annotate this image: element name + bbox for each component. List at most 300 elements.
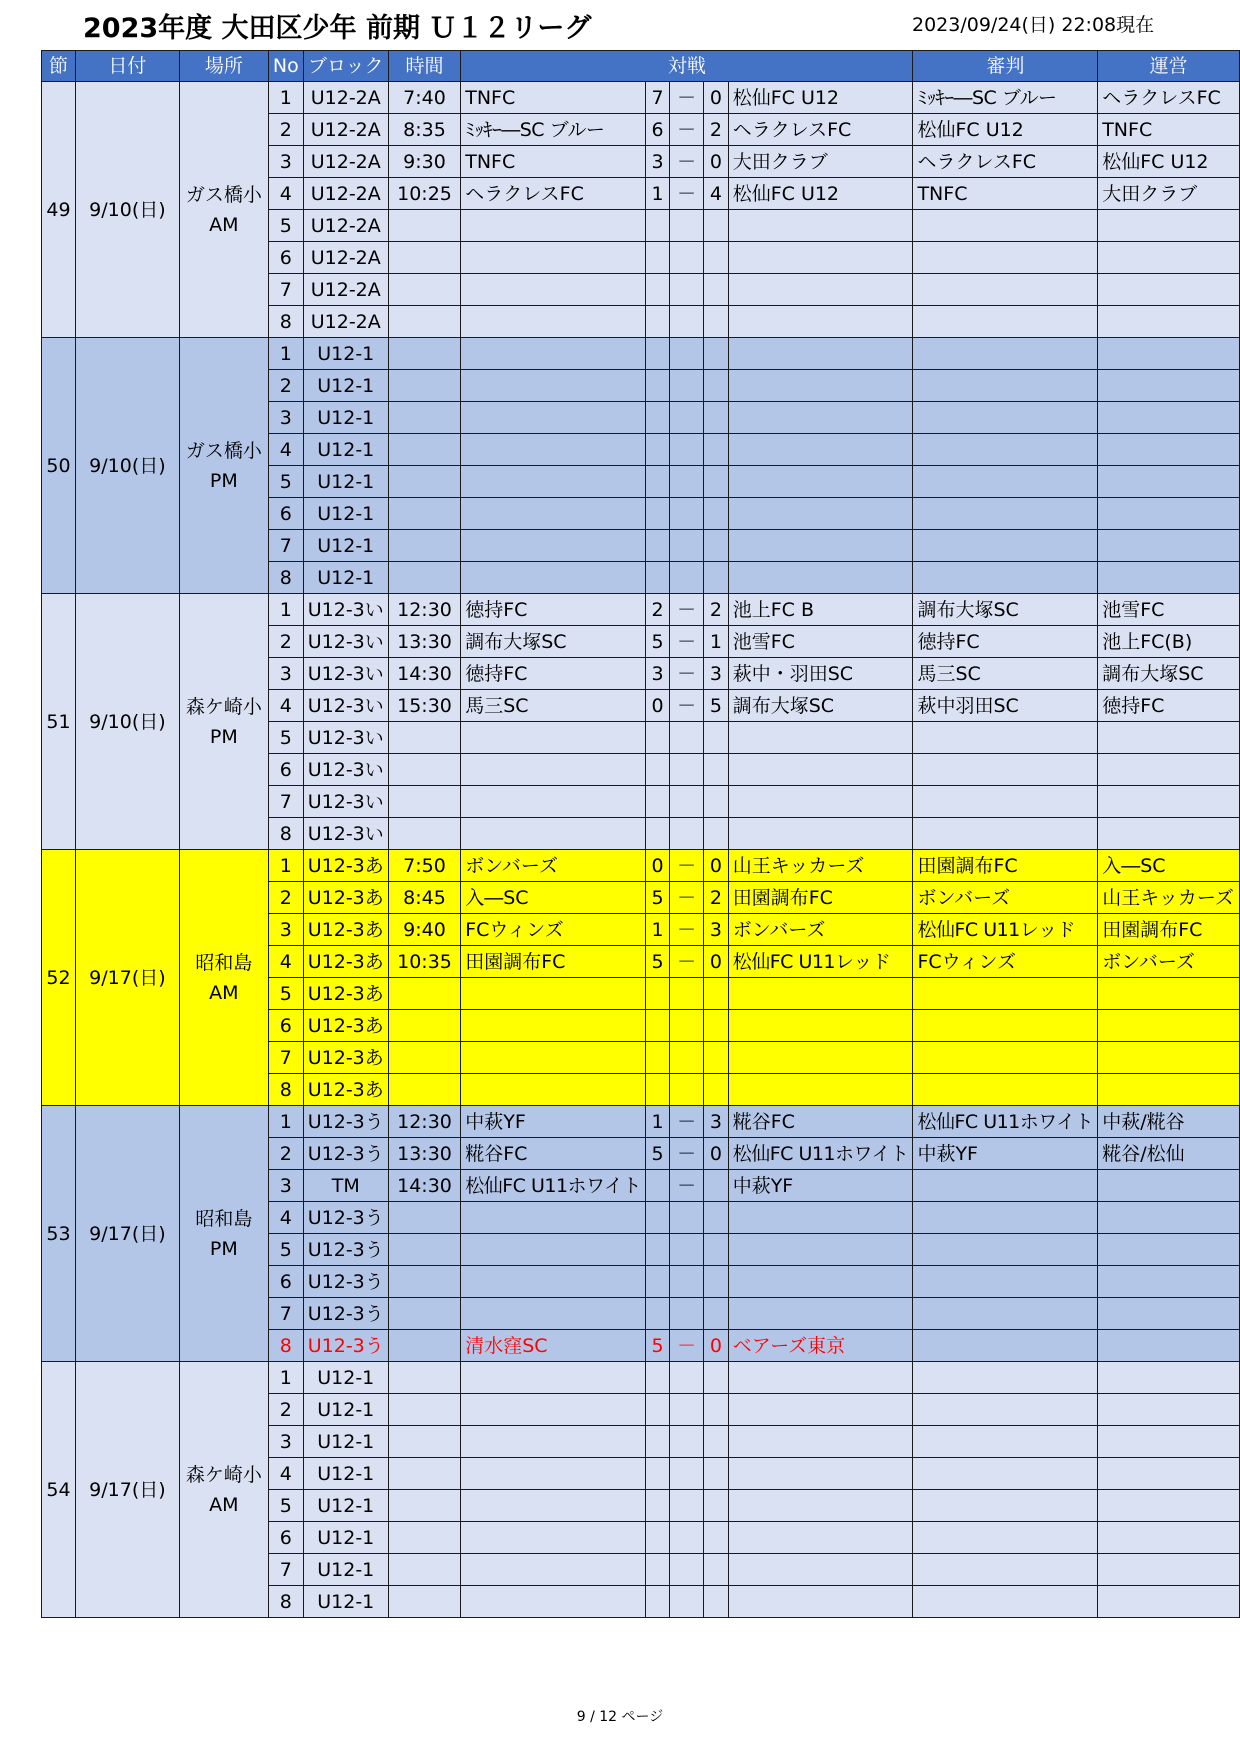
header-date: 日付 (76, 51, 180, 82)
block-cell: U12-1 (303, 1522, 388, 1554)
away-score-cell: 0 (704, 82, 729, 114)
match-no: 7 (268, 274, 303, 306)
referee-cell: ボンバーズ (913, 882, 1098, 914)
header-block: ブロック (303, 51, 388, 82)
management-cell (1098, 466, 1240, 498)
home-team-cell (461, 1458, 646, 1490)
referee-cell (913, 978, 1098, 1010)
away-team-cell (728, 530, 913, 562)
score-dash-cell (670, 1554, 704, 1586)
score-dash-cell (670, 1074, 704, 1106)
page-title: 2023年度 大田区少年 前期 Ｕ１２リーグ (83, 13, 592, 44)
away-score-cell: 3 (704, 1106, 729, 1138)
time-cell (388, 466, 460, 498)
referee-cell (913, 1426, 1098, 1458)
referee-cell (913, 338, 1098, 370)
header-time: 時間 (388, 51, 460, 82)
home-score-cell (645, 1042, 669, 1074)
home-score-cell: 0 (645, 850, 669, 882)
away-score-cell: 0 (704, 946, 729, 978)
away-team-cell (728, 402, 913, 434)
home-score-cell (645, 1234, 669, 1266)
management-cell: 池上FC(B) (1098, 626, 1240, 658)
referee-cell (913, 1202, 1098, 1234)
block-cell: U12-3い (303, 626, 388, 658)
block-cell: U12-3い (303, 658, 388, 690)
management-cell (1098, 818, 1240, 850)
management-cell: 大田クラブ (1098, 178, 1240, 210)
block-cell: U12-1 (303, 1490, 388, 1522)
management-cell (1098, 1554, 1240, 1586)
score-dash-cell: － (670, 946, 704, 978)
away-score-cell (704, 1202, 729, 1234)
round-date: 9/17(日) (76, 1106, 180, 1362)
home-score-cell (645, 978, 669, 1010)
place-name: 森ケ崎小 (185, 1463, 262, 1486)
score-dash-cell (670, 1202, 704, 1234)
header-row (42, 51, 1240, 82)
block-cell: U12-3あ (303, 978, 388, 1010)
round-place (179, 1106, 268, 1362)
referee-cell: 馬三SC (913, 658, 1098, 690)
match-no: 8 (268, 306, 303, 338)
time-cell: 10:25 (388, 178, 460, 210)
referee-cell: 徳持FC (913, 626, 1098, 658)
place-session: PM (209, 1237, 238, 1260)
away-team-cell: 山王キッカーズ (728, 850, 913, 882)
home-team-cell (461, 1010, 646, 1042)
block-cell: TM (303, 1170, 388, 1202)
score-dash-cell (670, 722, 704, 754)
match-no: 3 (268, 1170, 303, 1202)
away-score-cell (704, 1298, 729, 1330)
away-team-cell (728, 1490, 913, 1522)
management-cell (1098, 338, 1240, 370)
round-date: 9/17(日) (76, 850, 180, 1106)
away-score-cell: 1 (704, 626, 729, 658)
home-team-cell (461, 1042, 646, 1074)
home-score-cell (645, 1170, 669, 1202)
away-team-cell: 大田クラブ (728, 146, 913, 178)
management-cell (1098, 434, 1240, 466)
match-no: 3 (268, 146, 303, 178)
match-no: 5 (268, 210, 303, 242)
away-team-cell (728, 1234, 913, 1266)
management-cell (1098, 1042, 1240, 1074)
score-dash-cell (670, 274, 704, 306)
match-no: 4 (268, 1202, 303, 1234)
away-score-cell (704, 1522, 729, 1554)
block-cell: U12-2A (303, 210, 388, 242)
score-dash-cell: － (670, 882, 704, 914)
match-no: 3 (268, 658, 303, 690)
away-team-cell (728, 754, 913, 786)
match-no: 8 (268, 1330, 303, 1362)
away-team-cell (728, 498, 913, 530)
time-cell (388, 1426, 460, 1458)
home-score-cell (645, 210, 669, 242)
score-dash-cell (670, 1362, 704, 1394)
block-cell: U12-3う (303, 1234, 388, 1266)
home-team-cell: TNFC (461, 146, 646, 178)
referee-cell: 中萩YF (913, 1138, 1098, 1170)
block-cell: U12-3あ (303, 850, 388, 882)
referee-cell (913, 1490, 1098, 1522)
table-row (42, 594, 1240, 626)
home-score-cell: 1 (645, 914, 669, 946)
away-team-cell (728, 1202, 913, 1234)
home-team-cell (461, 242, 646, 274)
time-cell (388, 274, 460, 306)
home-score-cell: 0 (645, 690, 669, 722)
score-dash-cell (670, 562, 704, 594)
home-score-cell: 5 (645, 1138, 669, 1170)
referee-cell (913, 1234, 1098, 1266)
referee-cell (913, 306, 1098, 338)
home-score-cell: 1 (645, 1106, 669, 1138)
round-date: 9/10(日) (76, 338, 180, 594)
management-cell (1098, 722, 1240, 754)
block-cell: U12-3あ (303, 1042, 388, 1074)
management-cell (1098, 1298, 1240, 1330)
score-dash-cell (670, 1394, 704, 1426)
block-cell: U12-3い (303, 818, 388, 850)
home-score-cell (645, 818, 669, 850)
block-cell: U12-3い (303, 722, 388, 754)
home-team-cell (461, 1394, 646, 1426)
place-name: ガス橋小 (185, 439, 262, 462)
management-cell: TNFC (1098, 114, 1240, 146)
away-score-cell (704, 1266, 729, 1298)
referee-cell (913, 466, 1098, 498)
round-number: 54 (42, 1362, 76, 1618)
score-dash-cell (670, 1010, 704, 1042)
table-row (42, 1106, 1240, 1138)
match-no: 5 (268, 1490, 303, 1522)
time-cell (388, 434, 460, 466)
match-no: 6 (268, 1522, 303, 1554)
management-cell (1098, 1458, 1240, 1490)
home-team-cell (461, 978, 646, 1010)
away-score-cell: 4 (704, 178, 729, 210)
away-team-cell: 田園調布FC (728, 882, 913, 914)
management-cell: 池雪FC (1098, 594, 1240, 626)
score-dash-cell: － (670, 690, 704, 722)
home-team-cell (461, 818, 646, 850)
management-cell: ボンバーズ (1098, 946, 1240, 978)
match-no: 1 (268, 338, 303, 370)
management-cell: 山王キッカーズ (1098, 882, 1240, 914)
home-team-cell (461, 306, 646, 338)
home-score-cell (645, 1074, 669, 1106)
time-cell: 13:30 (388, 1138, 460, 1170)
away-team-cell (728, 722, 913, 754)
away-team-cell: 池雪FC (728, 626, 913, 658)
home-team-cell: 調布大塚SC (461, 626, 646, 658)
referee-cell (913, 1554, 1098, 1586)
match-no: 6 (268, 754, 303, 786)
away-team-cell: ベアーズ東京 (728, 1330, 913, 1362)
management-cell (1098, 1266, 1240, 1298)
match-no: 5 (268, 978, 303, 1010)
score-dash-cell: － (670, 1106, 704, 1138)
referee-cell (913, 242, 1098, 274)
referee-cell (913, 754, 1098, 786)
management-cell (1098, 242, 1240, 274)
score-dash-cell (670, 1586, 704, 1618)
time-cell (388, 818, 460, 850)
home-team-cell (461, 466, 646, 498)
management-cell (1098, 1362, 1240, 1394)
score-dash-cell (670, 1522, 704, 1554)
timestamp: 2023/09/24(日) 22:08現在 (912, 14, 1155, 36)
away-score-cell (704, 274, 729, 306)
page-footer: 9 / 12 ページ (576, 1709, 664, 1725)
away-team-cell (728, 1042, 913, 1074)
management-cell (1098, 1330, 1240, 1362)
away-score-cell (704, 1234, 729, 1266)
home-team-cell (461, 754, 646, 786)
management-cell (1098, 274, 1240, 306)
score-dash-cell (670, 338, 704, 370)
place-session: PM (209, 725, 238, 748)
score-dash-cell: － (670, 850, 704, 882)
away-score-cell: 0 (704, 850, 729, 882)
time-cell: 12:30 (388, 594, 460, 626)
score-dash-cell (670, 1234, 704, 1266)
block-cell: U12-2A (303, 82, 388, 114)
match-no: 1 (268, 850, 303, 882)
home-team-cell: TNFC (461, 82, 646, 114)
match-no: 7 (268, 530, 303, 562)
block-cell: U12-1 (303, 498, 388, 530)
time-cell (388, 242, 460, 274)
referee-cell (913, 1074, 1098, 1106)
block-cell: U12-2A (303, 114, 388, 146)
block-cell: U12-3い (303, 690, 388, 722)
away-score-cell (704, 1426, 729, 1458)
management-cell: 田園調布FC (1098, 914, 1240, 946)
home-score-cell: 3 (645, 658, 669, 690)
away-team-cell: 松仙FC U11ホワイト (728, 1138, 913, 1170)
block-cell: U12-3う (303, 1106, 388, 1138)
match-no: 1 (268, 82, 303, 114)
away-team-cell (728, 1298, 913, 1330)
place-name: 森ケ崎小 (185, 695, 262, 718)
table-row (42, 82, 1240, 114)
away-team-cell (728, 370, 913, 402)
match-no: 4 (268, 178, 303, 210)
management-cell (1098, 1170, 1240, 1202)
home-score-cell (645, 1490, 669, 1522)
home-team-cell (461, 722, 646, 754)
time-cell: 7:40 (388, 82, 460, 114)
match-no: 4 (268, 690, 303, 722)
away-score-cell: 0 (704, 146, 729, 178)
referee-cell: 松仙FC U12 (913, 114, 1098, 146)
away-score-cell: 3 (704, 658, 729, 690)
block-cell: U12-1 (303, 1394, 388, 1426)
time-cell: 15:30 (388, 690, 460, 722)
score-dash-cell (670, 434, 704, 466)
score-dash-cell: － (670, 178, 704, 210)
referee-cell (913, 1586, 1098, 1618)
time-cell (388, 1234, 460, 1266)
round-date: 9/17(日) (76, 1362, 180, 1618)
block-cell: U12-3い (303, 786, 388, 818)
block-cell: U12-2A (303, 146, 388, 178)
management-cell: 調布大塚SC (1098, 658, 1240, 690)
score-dash-cell (670, 818, 704, 850)
away-team-cell (728, 466, 913, 498)
place-session: AM (209, 1493, 239, 1516)
management-cell: 入―SC (1098, 850, 1240, 882)
away-score-cell (704, 818, 729, 850)
management-cell (1098, 1234, 1240, 1266)
away-score-cell (704, 1362, 729, 1394)
table-row (42, 850, 1240, 882)
score-dash-cell: － (670, 594, 704, 626)
round-number: 53 (42, 1106, 76, 1362)
referee-cell (913, 274, 1098, 306)
time-cell: 8:35 (388, 114, 460, 146)
home-score-cell: 5 (645, 882, 669, 914)
referee-cell: 萩中羽田SC (913, 690, 1098, 722)
away-score-cell (704, 210, 729, 242)
match-no: 8 (268, 1074, 303, 1106)
away-score-cell: 2 (704, 882, 729, 914)
referee-cell (913, 1522, 1098, 1554)
match-no: 5 (268, 1234, 303, 1266)
time-cell (388, 1522, 460, 1554)
block-cell: U12-2A (303, 178, 388, 210)
away-score-cell (704, 466, 729, 498)
round-number: 49 (42, 82, 76, 338)
away-score-cell (704, 754, 729, 786)
away-score-cell (704, 242, 729, 274)
away-team-cell: 松仙FC U12 (728, 178, 913, 210)
away-team-cell (728, 1010, 913, 1042)
block-cell: U12-1 (303, 1426, 388, 1458)
home-score-cell (645, 1298, 669, 1330)
time-cell (388, 1330, 460, 1362)
score-dash-cell (670, 1426, 704, 1458)
block-cell: U12-1 (303, 338, 388, 370)
match-no: 5 (268, 466, 303, 498)
match-no: 1 (268, 1362, 303, 1394)
home-score-cell (645, 306, 669, 338)
block-cell: U12-1 (303, 562, 388, 594)
away-score-cell (704, 434, 729, 466)
score-dash-cell (670, 786, 704, 818)
score-dash-cell (670, 1298, 704, 1330)
management-cell (1098, 1586, 1240, 1618)
referee-cell (913, 1298, 1098, 1330)
home-score-cell (645, 338, 669, 370)
match-no: 7 (268, 1298, 303, 1330)
referee-cell (913, 1170, 1098, 1202)
block-cell: U12-3う (303, 1330, 388, 1362)
home-team-cell (461, 562, 646, 594)
away-score-cell (704, 1394, 729, 1426)
home-team-cell (461, 530, 646, 562)
home-team-cell (461, 1202, 646, 1234)
match-no: 6 (268, 498, 303, 530)
referee-cell: TNFC (913, 178, 1098, 210)
time-cell (388, 786, 460, 818)
home-score-cell: 3 (645, 146, 669, 178)
home-team-cell (461, 1586, 646, 1618)
away-score-cell (704, 786, 729, 818)
away-team-cell (728, 242, 913, 274)
block-cell: U12-3あ (303, 1010, 388, 1042)
away-team-cell (728, 434, 913, 466)
time-cell (388, 1266, 460, 1298)
referee-cell (913, 498, 1098, 530)
management-cell: 中萩/糀谷 (1098, 1106, 1240, 1138)
home-score-cell (645, 402, 669, 434)
home-score-cell (645, 1362, 669, 1394)
referee-cell: 松仙FC U11ホワイト (913, 1106, 1098, 1138)
away-team-cell (728, 1362, 913, 1394)
block-cell: U12-2A (303, 306, 388, 338)
away-team-cell: 糀谷FC (728, 1106, 913, 1138)
management-cell (1098, 1074, 1240, 1106)
header-match: 対戦 (461, 51, 913, 82)
score-dash-cell (670, 1042, 704, 1074)
away-team-cell: 萩中・羽田SC (728, 658, 913, 690)
referee-cell (913, 370, 1098, 402)
away-score-cell (704, 1490, 729, 1522)
referee-cell (913, 1010, 1098, 1042)
away-team-cell (728, 210, 913, 242)
home-team-cell: 中萩YF (461, 1106, 646, 1138)
time-cell (388, 754, 460, 786)
management-cell (1098, 370, 1240, 402)
block-cell: U12-3う (303, 1266, 388, 1298)
home-team-cell (461, 338, 646, 370)
home-team-cell: ﾐｯｷｰ―SC ブルー (461, 114, 646, 146)
management-cell: 松仙FC U12 (1098, 146, 1240, 178)
home-team-cell (461, 1074, 646, 1106)
score-dash-cell: － (670, 626, 704, 658)
home-score-cell (645, 1010, 669, 1042)
header-no: No (268, 51, 303, 82)
referee-cell: 松仙FC U11レッド (913, 914, 1098, 946)
home-team-cell (461, 1362, 646, 1394)
referee-cell (913, 1042, 1098, 1074)
referee-cell: 田園調布FC (913, 850, 1098, 882)
match-no: 2 (268, 1394, 303, 1426)
block-cell: U12-3あ (303, 914, 388, 946)
time-cell (388, 370, 460, 402)
match-no: 2 (268, 1138, 303, 1170)
schedule-table (41, 50, 1240, 1618)
match-no: 3 (268, 402, 303, 434)
home-team-cell: 徳持FC (461, 658, 646, 690)
time-cell (388, 1298, 460, 1330)
referee-cell (913, 402, 1098, 434)
away-score-cell: 0 (704, 1330, 729, 1362)
home-score-cell: 7 (645, 82, 669, 114)
referee-cell (913, 1330, 1098, 1362)
referee-cell (913, 818, 1098, 850)
away-score-cell (704, 338, 729, 370)
management-cell (1098, 1202, 1240, 1234)
score-dash-cell (670, 754, 704, 786)
referee-cell (913, 1266, 1098, 1298)
management-cell (1098, 562, 1240, 594)
